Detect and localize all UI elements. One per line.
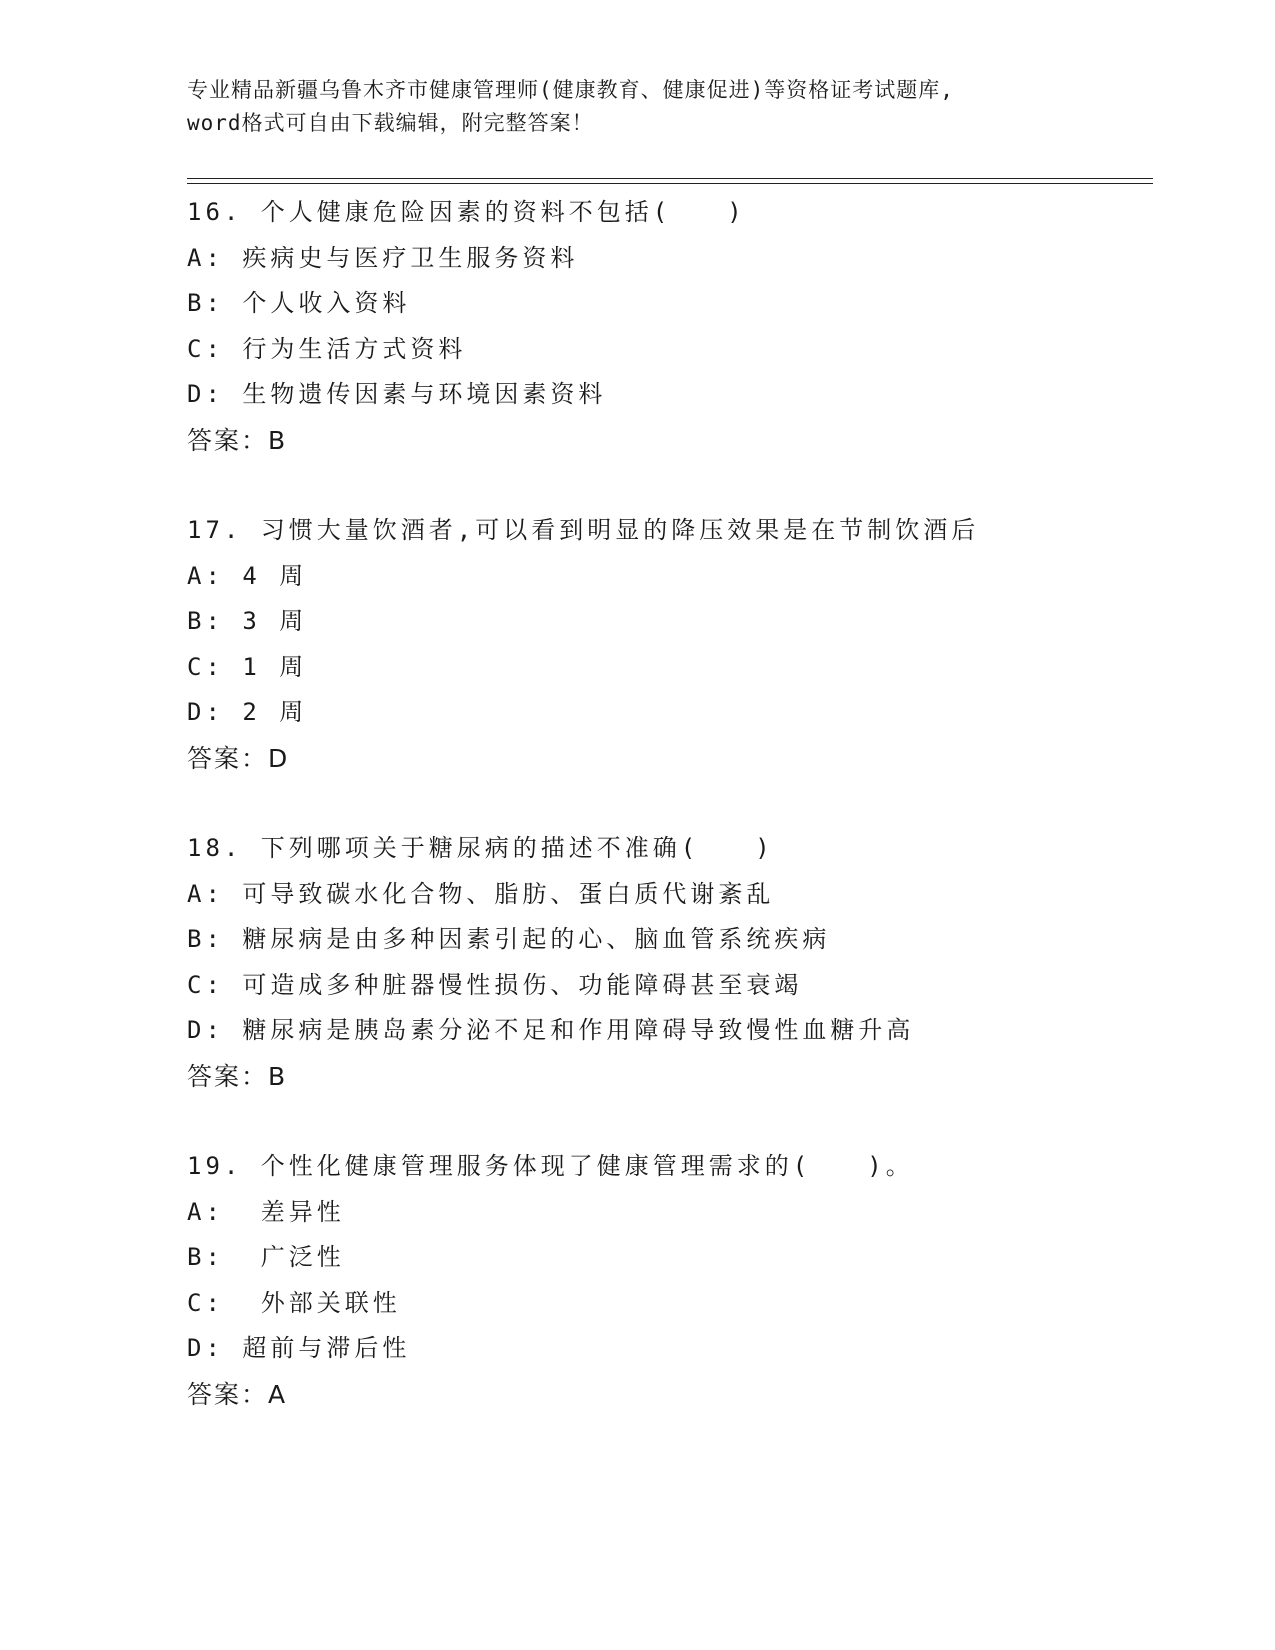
question-stem: 16. 个人健康危险因素的资料不包括( )	[187, 198, 746, 226]
answer-line: 答案：A	[187, 1379, 288, 1409]
header-line-2: word格式可自由下载编辑，附完整答案！	[187, 111, 594, 135]
question-stem: 19. 个性化健康管理服务体现了健康管理需求的( )。	[187, 1152, 914, 1180]
option-b: B: 糖尿病是由多种因素引起的心、脑血管系统疾病	[187, 925, 831, 953]
answer-line: 答案：B	[187, 1061, 288, 1091]
option-c: C: 可造成多种脏器慢性损伤、功能障碍甚至衰竭	[187, 970, 803, 999]
answer-line: 答案：D	[187, 743, 290, 773]
option-c: C: 行为生活方式资料	[187, 334, 467, 363]
header-line-1: 专业精品新疆乌鲁木齐市健康管理师(健康教育、健康促进)等资格证考试题库,	[187, 78, 954, 102]
question-19	[187, 1144, 1147, 1417]
question-18	[187, 826, 1147, 1099]
option-d: D: 糖尿病是胰岛素分泌不足和作用障碍导致慢性血糖升高	[187, 1016, 915, 1044]
question-17	[187, 508, 1147, 781]
option-a: A: 可导致碳水化合物、脂肪、蛋白质代谢紊乱	[187, 879, 775, 908]
question-16	[187, 190, 1147, 463]
option-a: A: 4 周	[187, 561, 308, 590]
option-c: C: 1 周	[187, 652, 308, 681]
option-a: A: 差异性	[187, 1197, 345, 1226]
option-d: D: 超前与滞后性	[187, 1334, 411, 1362]
option-c: C: 外部关联性	[187, 1288, 401, 1317]
question-stem: 17. 习惯大量饮酒者,可以看到明显的降压效果是在节制饮酒后	[187, 516, 980, 544]
header-divider-top	[187, 178, 1153, 179]
option-a: A: 疾病史与医疗卫生服务资料	[187, 243, 579, 272]
option-d: D: 2 周	[187, 698, 308, 726]
option-b: B: 3 周	[187, 607, 308, 635]
header-divider-bottom	[187, 183, 1153, 184]
question-stem: 18. 下列哪项关于糖尿病的描述不准确( )	[187, 834, 774, 862]
option-b: B: 广泛性	[187, 1243, 345, 1271]
answer-line: 答案：B	[187, 425, 288, 455]
document-header	[187, 74, 1087, 140]
option-b: B: 个人收入资料	[187, 289, 411, 317]
option-d: D: 生物遗传因素与环境因素资料	[187, 380, 607, 408]
